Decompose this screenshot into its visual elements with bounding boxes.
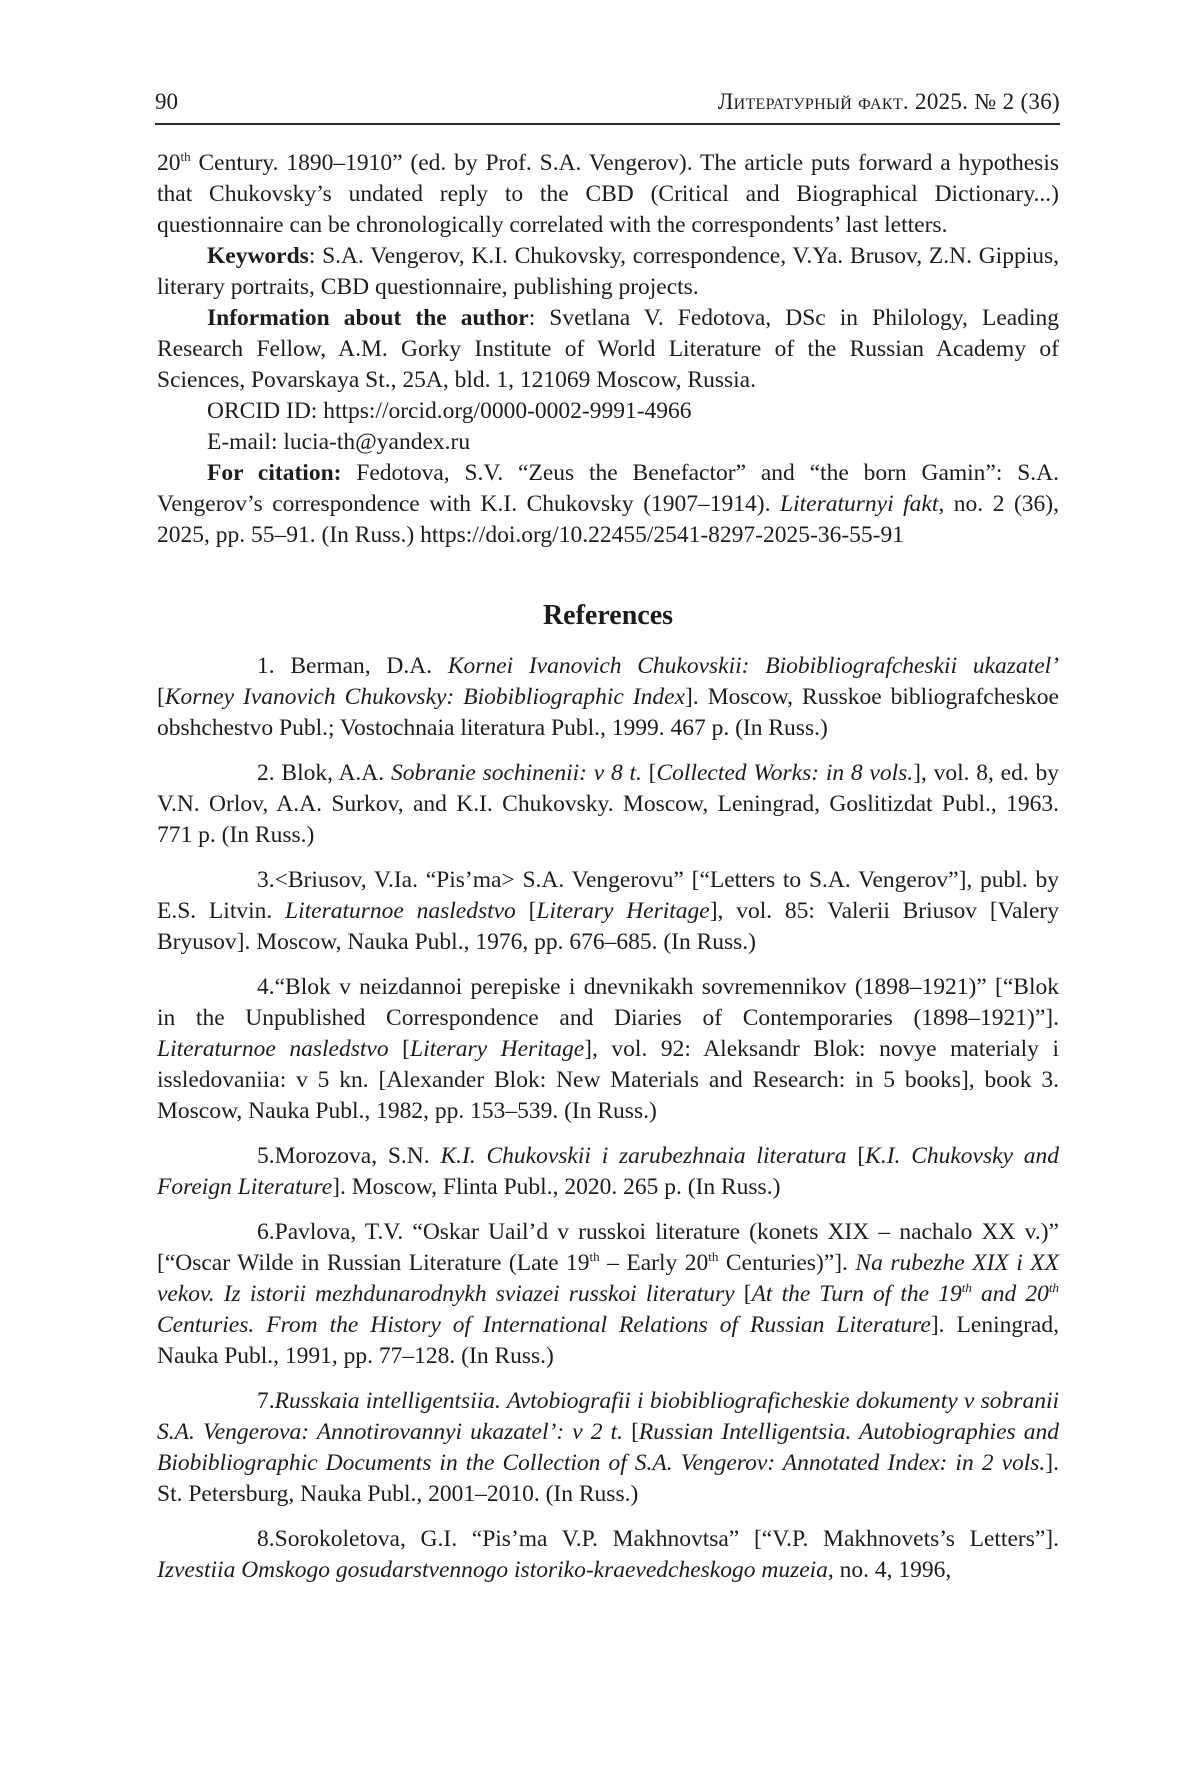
email-line: E-mail: lucia-th@yandex.ru bbox=[207, 429, 471, 455]
reference-item: 8.Sorokoletova, G.I. “Pis’ma V.P. Makhnovtsa” [“V.P. Makhnovets’s Letters”]. Izvestiia Omskogo gosudarstvennogo istoriko-kraevedcheskogo muzeia, no. 4, 1996, bbox=[157, 1526, 1059, 1583]
reference-item: 5.Morozova, S.N. K.I. Chukovskii i zarubezhnaia literatura [K.I. Chukovsky and Foreign Literature]. Moscow, Flinta Publ., 2020. 265 p. (In Russ.) bbox=[157, 1143, 1060, 1200]
running-title: Литературный факт. 2025. № 2 (36) bbox=[717, 89, 1060, 114]
abstract-continuation: 20th Century. 1890–1910” (ed. by Prof. S.A. Vengerov). The article puts forward a hypothesis that Chukovsky’s undated reply to the CBD (Critical and Biographical Dictionary...) questionnaire can be chronologically correlated with the correspondents’ last letters. bbox=[157, 149, 1059, 238]
reference-item: 4.“Blok v neizdannoi perepiske i dnevnikakh sovremennikov (1898–1921)” [“Blok in the Unpublished Correspondence and Diaries of Contemporaries (1898–1921)”]. Literaturnoe nasledstvo [Literary Heritage], vol. 92: Aleksandr Blok: novye materialy i issledovaniia: v 5 kn. [Alexander Blok: New Materials and Research: in 5 books], book 3. Moscow, Nauka Publ., 1982, pp. 153–539. (In Russ.) bbox=[157, 974, 1059, 1124]
reference-item: 7.Russkaia intelligentsiia. Avtobiografii i biobibliograficheskie dokumenty v sobranii S.A. Vengerova: Annotirovannyi ukazatel’: v 2 t. [Russian Intelligentsia. Autobiographies and Biobibliographic Documents in the Collection of S.A. Vengerov: Annotated Index: in 2 vols.]. St. Petersburg, Nauka Publ., 2001–2010. (In Russ.) bbox=[157, 1388, 1059, 1507]
author-info-text: : Svetlana V. Fedotova, DSc in Philology, Leading Research Fellow, A.M. Gorky Institute of World Literature of the Russian Academy of Sciences, Povarskaya St., 25A, bld. 1, 121069 Moscow, Russia. bbox=[157, 305, 1059, 393]
article-body bbox=[157, 148, 1059, 1600]
keywords-text: : S.A. Vengerov, K.I. Chukovsky, correspondence, V.Ya. Brusov, Z.N. Gippius, literary portraits, CBD questionnaire, publishing projects. bbox=[157, 243, 1059, 300]
citation-paragraph: For citation: Fedotova, S.V. “Zeus the Benefactor” and “the born Gamin”: S.A. Vengerov’s correspondence with K.I. Chukovsky (1907–1914). Literaturnyi fakt, no. 2 (36), 2025, pp. 55–91. (In Russ.) https://doi.org/10.22455/2541-8297-2025-36-55-91 bbox=[157, 460, 1060, 548]
reference-item: 6.Pavlova, T.V. “Oskar Uail’d v russkoi literature (konets XIX – nachalo XX v.)” [“Oscar Wilde in Russian Literature (Late 19th – Early 20th Centuries)”]. Na rubezhe XIX i XX vekov. Iz istorii mezhdunarodnykh sviazei russkoi literatury [At the Turn of the 19th and 20th Centuries. From the History of International Relations of Russian Literature]. Leningrad, Nauka Publ., 1991, pp. 77–128. (In Russ.) bbox=[157, 1219, 1060, 1369]
references-heading: References bbox=[542, 600, 674, 631]
author-info-paragraph bbox=[157, 303, 1059, 396]
author-info-label: Information about the author bbox=[207, 305, 529, 331]
reference-item: 1. Berman, D.A. Kornei Ivanovich Chukovskii: Biobibliografcheskii ukazatel’ [Korney Ivanovich Chukovsky: Biobibliographic Index]. Moscow, Russkoe bibliografcheskoe obshchestvo Publ.; Vostochnaia literatura Publ., 1999. 467 p. (In Russ.) bbox=[157, 653, 1060, 741]
keywords-paragraph bbox=[157, 241, 1059, 303]
citation-journal: Literaturnyi fakt bbox=[780, 491, 939, 517]
keywords-label: Keywords bbox=[207, 243, 309, 269]
citation-label: For citation: bbox=[207, 460, 342, 486]
reference-item: 2. Blok, A.A. Sobranie sochinenii: v 8 t. [Collected Works: in 8 vols.], vol. 8, ed. by V.N. Orlov, A.A. Surkov, and K.I. Chukovsky. Moscow, Leningrad, Goslitizdat Publ., 1963. 771 p. (In Russ.) bbox=[157, 760, 1060, 848]
page-number: 90 bbox=[155, 89, 178, 114]
page-header bbox=[155, 88, 1060, 125]
reference-item: 3.<Briusov, V.Ia. “Pis’ma> S.A. Vengerovu” [“Letters to S.A. Vengerov”], publ. by E.S. Litvin. Literaturnoe nasledstvo [Literary Heritage], vol. 85: Valerii Briusov [Valery Bryusov]. Moscow, Nauka Publ., 1976, pp. 676–685. (In Russ.) bbox=[157, 867, 1059, 955]
orcid-line: ORCID ID: https://orcid.org/0000-0002-9991-4966 bbox=[207, 398, 692, 424]
